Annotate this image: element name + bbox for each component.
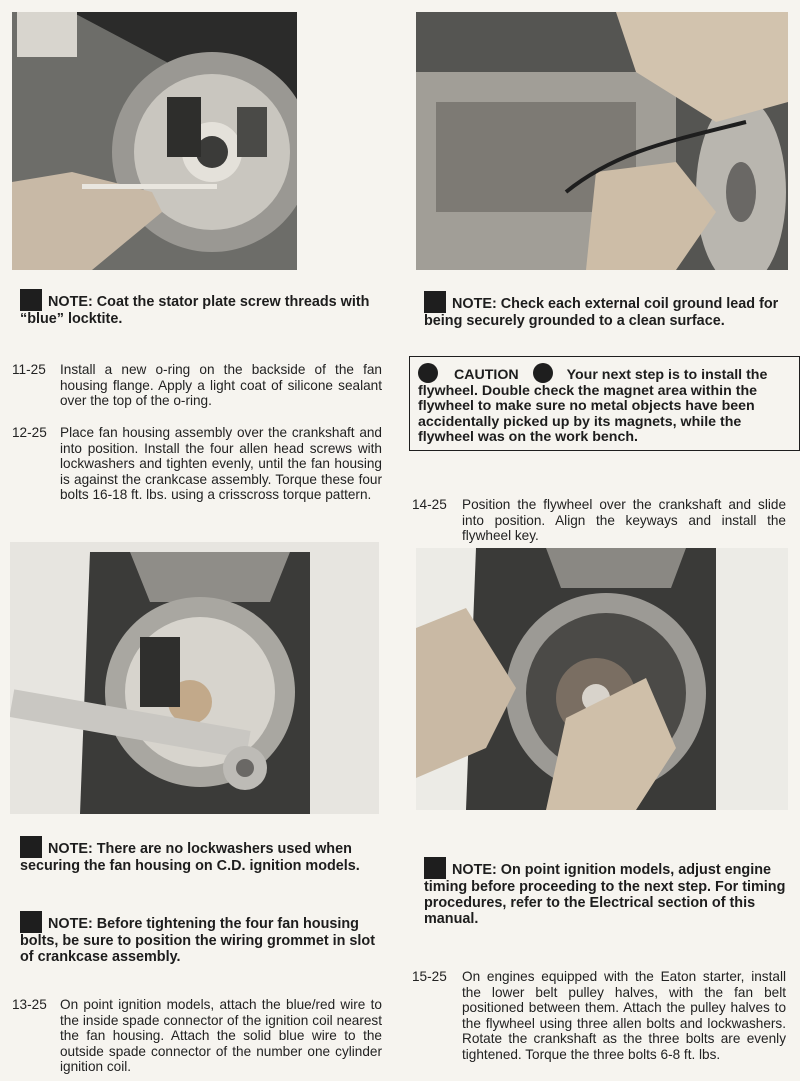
note-square-marker	[20, 836, 42, 858]
step-text: On point ignition models, attach the blue/red wire to the inside spade connector of the ignition coil nearest the fan housing. Attach the solid blue wire to the outside spade connector of the number one cylinder ignition coil.	[60, 997, 382, 1075]
note-stator-text: NOTE: Coat the stator plate screw threads with “blue” locktite.	[20, 294, 370, 327]
note-lockwashers-text: NOTE: There are no lockwashers used when securing the fan housing on C.D. ignition models.	[20, 841, 360, 874]
note-ground-text: NOTE: Check each external coil ground lead for being securely grounded to a clean surface.	[424, 296, 779, 329]
step-14-25	[412, 497, 788, 547]
caution-word: CAUTION	[454, 367, 519, 383]
step-number: 12-25	[12, 425, 47, 440]
note-square-marker	[424, 857, 446, 879]
note-stator-threads	[20, 289, 385, 327]
photo-flywheel-install	[416, 548, 788, 810]
note-engine-timing	[424, 857, 788, 927]
photo-coil-ground-lead	[416, 12, 788, 270]
step-11-25	[12, 362, 384, 412]
note-square-marker	[424, 291, 446, 313]
caution-dot-right	[533, 363, 553, 383]
note-no-lockwashers	[20, 836, 382, 874]
note-square-marker	[20, 289, 42, 311]
step-text: Install a new o-ring on the backside of the fan housing flange. Apply a light coat of silicone sealant over the top of the o-ring.	[60, 362, 382, 409]
step-text: Place fan housing assembly over the crankshaft and into position. Install the four allen head screws with lockwashers and tighten evenly, until the fan housing is against the crankcase assembly. Torque these four bolts 16-18 ft. lbs. using a crisscross torque pattern.	[60, 425, 382, 503]
step-number: 11-25	[12, 362, 46, 377]
step-13-25	[12, 997, 384, 1077]
note-coil-ground	[424, 291, 788, 329]
photo-fan-housing-torque	[10, 542, 379, 814]
note-wiring-grommet	[20, 911, 382, 965]
flywheel-install-illustration	[416, 548, 788, 810]
step-text: On engines equipped with the Eaton starter, install the lower belt pulley halves, with the fan belt positioned between them. Attach the pulley halves to the flywheel using three allen bolts and lockwashers. Rotate the crankshaft as the three bolts are evenly tightened. Torque the three bolts 6-8 ft. lbs.	[462, 969, 786, 1062]
step-number: 14-25	[412, 497, 447, 512]
caution-dot-left	[418, 363, 438, 383]
fan-housing-torque-illustration	[10, 542, 379, 814]
step-15-25	[412, 969, 788, 1077]
note-grommet-text: NOTE: Before tightening the four fan housing bolts, be sure to position the wiring grommet in slot of crankcase assembly.	[20, 916, 375, 965]
coil-ground-lead-illustration	[416, 12, 788, 270]
step-text: Position the flywheel over the crankshaft and slide into position. Align the keyways and install the flywheel key.	[462, 497, 786, 544]
caution-text: Your next step is to install the flywheel. Double check the magnet area within the flywheel to make sure no metal objects have been accidentally picked up by its magnets, while the flywheel was on the work bench.	[418, 367, 768, 446]
step-number: 13-25	[12, 997, 47, 1012]
step-number: 15-25	[412, 969, 447, 984]
note-timing-text: NOTE: On point ignition models, adjust engine timing before proceeding to the next step. For timing procedures, refer to the Electrical section of this manual.	[424, 862, 786, 927]
photo-stator-plate	[12, 12, 297, 270]
stator-plate-illustration	[12, 12, 297, 270]
step-12-25	[12, 425, 384, 525]
caution-box	[409, 356, 800, 451]
note-square-marker	[20, 911, 42, 933]
